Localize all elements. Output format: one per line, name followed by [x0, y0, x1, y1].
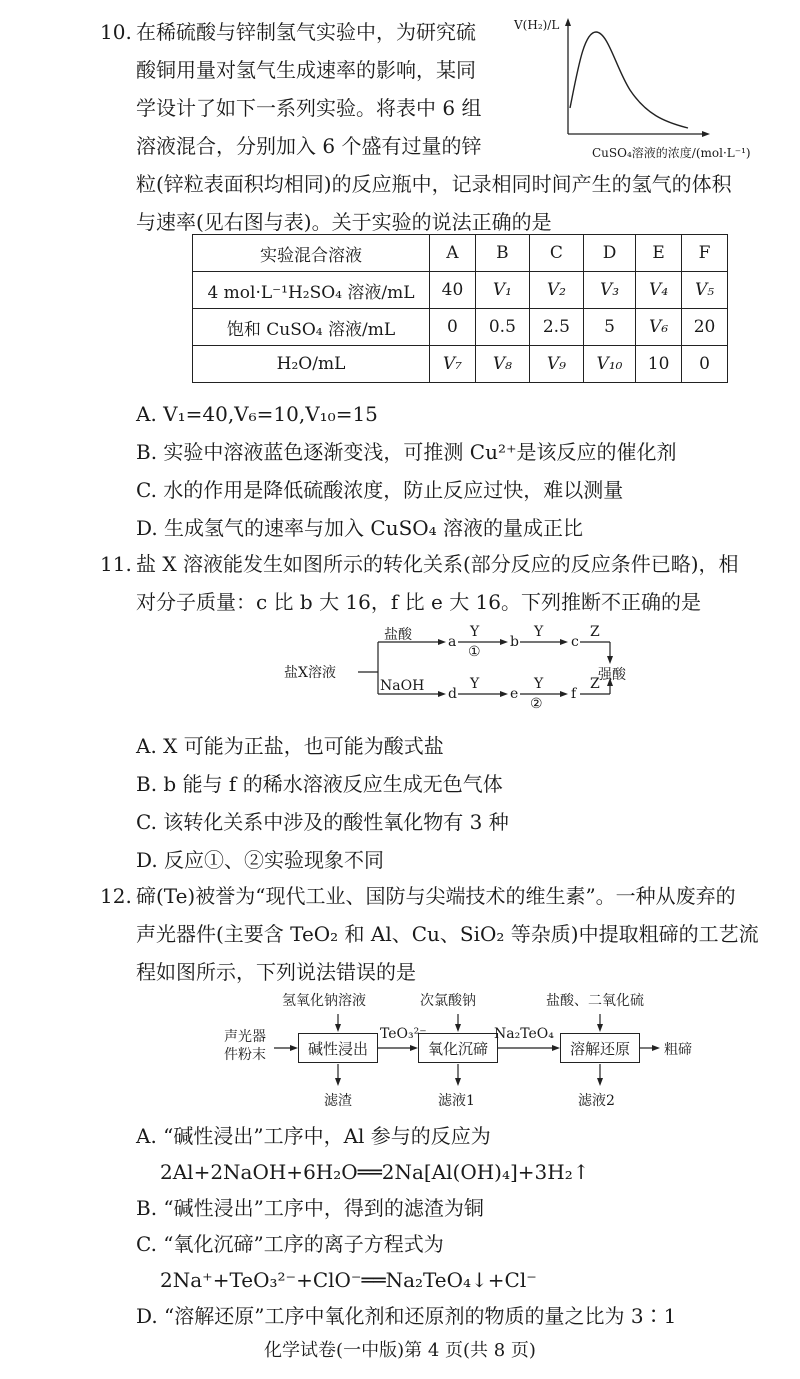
table-cell: V₂ [529, 272, 583, 309]
flow-input-line2: 件粉末 [224, 1047, 266, 1063]
question-text-line: 与速率(见右图与表)。关于实验的说法正确的是 [136, 210, 552, 234]
table-cell: 2.5 [529, 309, 583, 346]
table-cell: 0 [430, 309, 476, 346]
diagram-y-label: Y [534, 676, 544, 692]
option-b: B. “碱性浸出”工序中，得到的滤渣为铜 [136, 1196, 484, 1220]
question-text-line: 粒(锌粒表面积均相同)的反应瓶中，记录相同时间产生的氢气的体积 [136, 172, 732, 196]
question-text-line: 声光器件(主要含 TeO₂ 和 Al、Cu、SiO₂ 等杂质)中提取粗碲的工艺流 [136, 922, 759, 946]
diagram-node-d: d [448, 686, 457, 702]
option-d: D. 反应①、②实验现象不同 [136, 848, 385, 872]
option-a: A. V₁=40,V₆=10,V₁₀=15 [136, 402, 378, 426]
table-header-cell: A [430, 235, 476, 272]
diagram-y-label: Y [470, 624, 480, 640]
flow-output: 粗碲 [664, 1042, 692, 1058]
option-c-equation: 2Na⁺+TeO₃²⁻+ClO⁻══Na₂TeO₄↓+Cl⁻ [160, 1268, 537, 1292]
flow-intermediate-1: TeO₃²⁻ [380, 1026, 427, 1042]
diagram-mark-2: ② [530, 696, 543, 712]
graph-xlabel: CuSO₄溶液的浓度/(mol·L⁻¹) [592, 146, 751, 160]
table-header-cell: 实验混合溶液 [193, 235, 430, 272]
flow-step-alkaline-leach: 碱性浸出 [298, 1033, 378, 1063]
diagram-node-a: a [448, 634, 457, 650]
table-row [193, 309, 728, 346]
question-number: 10. [100, 20, 132, 44]
table-cell: V₈ [475, 346, 529, 383]
table-row [193, 346, 728, 383]
option-d: D. 生成氢气的速率与加入 CuSO₄ 溶液的量成正比 [136, 516, 584, 540]
page-footer: 化学试卷(一中版)第 4 页(共 8 页) [264, 1340, 536, 1361]
diagram-reagent-bottom: NaOH [380, 678, 425, 694]
flow-waste-3: 滤液2 [578, 1093, 615, 1109]
diagram-node-b: b [510, 634, 519, 650]
table-header-cell: C [529, 235, 583, 272]
question-number: 11. [100, 552, 132, 576]
table-cell: 4 mol·L⁻¹H₂SO₄ 溶液/mL [193, 272, 430, 309]
diagram-mark-1: ① [468, 644, 481, 660]
diagram-y-label: Y [470, 676, 480, 692]
table-cell: V₁ [475, 272, 529, 309]
table-cell: 10 [636, 346, 682, 383]
table-cell: V₇ [430, 346, 476, 383]
table-row [193, 272, 728, 309]
experiment-table [192, 234, 728, 383]
question-text-line: 酸铜用量对氢气生成速率的影响，某同 [136, 58, 476, 82]
option-c: C. 水的作用是降低硫酸浓度，防止反应过快，难以测量 [136, 478, 624, 502]
table-header-cell: B [475, 235, 529, 272]
table-cell: V₅ [682, 272, 728, 309]
option-b: B. b 能与 f 的稀水溶液反应生成无色气体 [136, 772, 503, 796]
question-number: 12. [100, 884, 132, 908]
diagram-node-f: f [571, 686, 577, 702]
table-cell: V₃ [583, 272, 635, 309]
flow-step-dissolve-reduce: 溶解还原 [560, 1033, 640, 1063]
question-text-line: 盐 X 溶液能发生如图所示的转化关系(部分反应的反应条件已略)，相 [136, 552, 739, 576]
option-a: A. “碱性浸出”工序中，Al 参与的反应为 [136, 1124, 491, 1148]
option-c: C. 该转化关系中涉及的酸性氧化物有 3 种 [136, 810, 509, 834]
table-cell: 饱和 CuSO₄ 溶液/mL [193, 309, 430, 346]
option-a: A. X 可能为正盐，也可能为酸式盐 [136, 734, 444, 758]
flow-reagent-3: 盐酸、二氧化硫 [546, 993, 644, 1009]
table-cell: V₄ [636, 272, 682, 309]
question-text-line: 溶液混合，分别加入 6 个盛有过量的锌 [136, 134, 482, 158]
flow-input-line1: 声光器 [224, 1029, 266, 1045]
diagram-node-e: e [510, 686, 519, 702]
table-cell: V₁₀ [583, 346, 635, 383]
question-text-line: 学设计了如下一系列实验。将表中 6 组 [136, 96, 482, 120]
table-header-cell: E [636, 235, 682, 272]
option-d: D. “溶解还原”工序中氧化剂和还原剂的物质的量之比为 3∶1 [136, 1304, 677, 1328]
table-cell: 5 [583, 309, 635, 346]
table-header-row [193, 235, 728, 272]
diagram-start: 盐X溶液 [284, 665, 336, 681]
flow-intermediate-2: Na₂TeO₄ [494, 1026, 554, 1042]
question-text-line: 在稀硫酸与锌制氢气实验中，为研究硫 [136, 20, 476, 44]
diagram-y-label: Y [534, 624, 544, 640]
table-cell: 0 [682, 346, 728, 383]
flow-step-oxidize-precipitate: 氧化沉碲 [418, 1033, 498, 1063]
option-c: C. “氧化沉碲”工序的离子方程式为 [136, 1232, 444, 1256]
table-cell: 40 [430, 272, 476, 309]
diagram-product: 强酸 [598, 667, 626, 683]
question-text-line: 程如图所示，下列说法错误的是 [136, 960, 416, 984]
flow-waste-1: 滤渣 [324, 1093, 352, 1109]
flow-reagent-1: 氢氧化钠溶液 [282, 993, 366, 1009]
diagram-z-label: Z [590, 624, 600, 640]
flow-waste-2: 滤液1 [438, 1093, 475, 1109]
table-header-cell: D [583, 235, 635, 272]
option-a-equation: 2Al+2NaOH+6H₂O══2Na[Al(OH)₄]+3H₂↑ [160, 1160, 590, 1184]
flow-reagent-2: 次氯酸钠 [420, 993, 476, 1009]
table-cell: 0.5 [475, 309, 529, 346]
question-text-line: 碲(Te)被誉为“现代工业、国防与尖端技术的维生素”。一种从废弃的 [136, 884, 736, 908]
option-b: B. 实验中溶液蓝色逐渐变浅，可推测 Cu²⁺是该反应的催化剂 [136, 440, 677, 464]
rate-curve [560, 18, 710, 142]
diagram-z-label: Z [590, 676, 600, 692]
question-text-line: 对分子质量：c 比 b 大 16，f 比 e 大 16。下列推断不正确的是 [136, 590, 701, 614]
table-cell: 20 [682, 309, 728, 346]
table-header-cell: F [682, 235, 728, 272]
table-cell: V₉ [529, 346, 583, 383]
graph-ylabel: V(H₂)/L [514, 18, 560, 32]
table-cell: H₂O/mL [193, 346, 430, 383]
diagram-node-c: c [571, 634, 579, 650]
diagram-reagent-top: 盐酸 [384, 627, 412, 643]
table-cell: V₆ [636, 309, 682, 346]
